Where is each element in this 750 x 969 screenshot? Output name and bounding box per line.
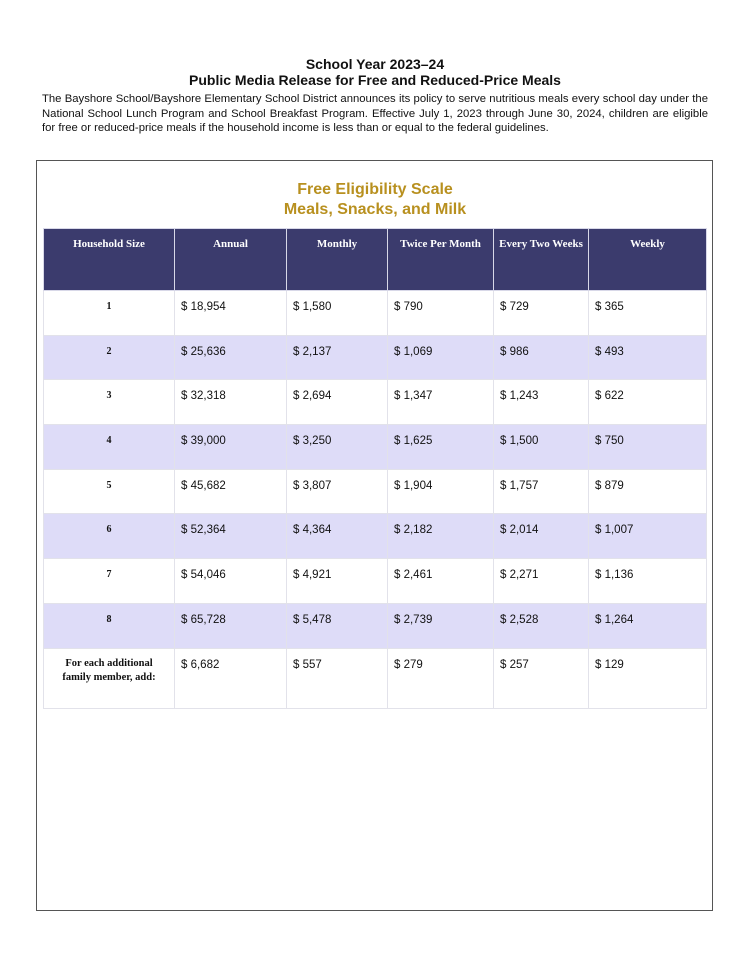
document-title: School Year 2023–24 [305, 56, 445, 72]
twice-per-month-cell: $ 1,347 [388, 380, 494, 425]
twice-per-month-cell: $ 1,904 [388, 469, 494, 514]
weekly-cell: $ 879 [589, 469, 707, 514]
column-header-every-two-weeks: Every Two Weeks [494, 229, 589, 291]
table-row [44, 335, 707, 380]
every-two-weeks-cell: $ 1,757 [494, 469, 589, 514]
table-row [44, 425, 707, 470]
table-row [44, 291, 707, 336]
twice-per-month-cell: $ 2,461 [388, 559, 494, 604]
twice-per-month-cell: $ 2,739 [388, 603, 494, 648]
annual-cell: $ 18,954 [175, 291, 287, 336]
table-row [44, 559, 707, 604]
monthly-cell: $ 2,694 [287, 380, 388, 425]
weekly-cell: $ 1,007 [589, 514, 707, 559]
monthly-cell: $ 4,921 [287, 559, 388, 604]
weekly-cell: $ 1,136 [589, 559, 707, 604]
column-header-household-size: Household Size [44, 229, 175, 291]
household-size-cell: 3 [44, 380, 175, 425]
household-size-cell: 7 [44, 559, 175, 604]
table-row [44, 380, 707, 425]
household-size-cell: 4 [44, 425, 175, 470]
every-two-weeks-cell: $ 2,271 [494, 559, 589, 604]
every-two-weeks-cell: $ 2,014 [494, 514, 589, 559]
annual-cell: $ 25,636 [175, 335, 287, 380]
monthly-cell: $ 557 [287, 648, 388, 708]
column-header-weekly: Weekly [589, 229, 707, 291]
every-two-weeks-cell: $ 1,500 [494, 425, 589, 470]
annual-cell: $ 54,046 [175, 559, 287, 604]
household-size-cell: 2 [44, 335, 175, 380]
additional-member-row [44, 648, 707, 708]
column-header-twice-per-month: Twice Per Month [388, 229, 494, 291]
table-row [44, 469, 707, 514]
household-size-cell: 8 [44, 603, 175, 648]
every-two-weeks-cell: $ 986 [494, 335, 589, 380]
monthly-cell: $ 5,478 [287, 603, 388, 648]
annual-cell: $ 45,682 [175, 469, 287, 514]
column-header-annual: Annual [175, 229, 287, 291]
household-size-cell: 5 [44, 469, 175, 514]
every-two-weeks-cell: $ 257 [494, 648, 589, 708]
household-size-cell: 1 [44, 291, 175, 336]
monthly-cell: $ 4,364 [287, 514, 388, 559]
document-header [0, 56, 750, 88]
annual-cell: $ 39,000 [175, 425, 287, 470]
weekly-cell: $ 622 [589, 380, 707, 425]
every-two-weeks-cell: $ 2,528 [494, 603, 589, 648]
weekly-cell: $ 1,264 [589, 603, 707, 648]
table-row [44, 603, 707, 648]
table-row [44, 514, 707, 559]
twice-per-month-cell: $ 2,182 [388, 514, 494, 559]
column-header-monthly: Monthly [287, 229, 388, 291]
twice-per-month-cell: $ 1,069 [388, 335, 494, 380]
annual-cell: $ 65,728 [175, 603, 287, 648]
weekly-cell: $ 493 [589, 335, 707, 380]
monthly-cell: $ 3,807 [287, 469, 388, 514]
annual-cell: $ 32,318 [175, 380, 287, 425]
monthly-cell: $ 2,137 [287, 335, 388, 380]
monthly-cell: $ 3,250 [287, 425, 388, 470]
weekly-cell: $ 129 [589, 648, 707, 708]
weekly-cell: $ 365 [589, 291, 707, 336]
twice-per-month-cell: $ 790 [388, 291, 494, 336]
additional-member-label: For each additional family member, add: [44, 648, 175, 708]
scale-title-line1: Free Eligibility Scale [297, 181, 453, 198]
every-two-weeks-cell: $ 1,243 [494, 380, 589, 425]
annual-cell: $ 6,682 [175, 648, 287, 708]
table-header-row [44, 229, 707, 291]
household-size-cell: 6 [44, 514, 175, 559]
monthly-cell: $ 1,580 [287, 291, 388, 336]
scale-title [0, 180, 750, 220]
scale-title-line2: Meals, Snacks, and Milk [283, 201, 467, 218]
every-two-weeks-cell: $ 729 [494, 291, 589, 336]
twice-per-month-cell: $ 279 [388, 648, 494, 708]
annual-cell: $ 52,364 [175, 514, 287, 559]
twice-per-month-cell: $ 1,625 [388, 425, 494, 470]
eligibility-table [43, 228, 707, 709]
document-subtitle: Public Media Release for Free and Reduced-Price Meals [189, 72, 561, 88]
intro-paragraph: The Bayshore School/Bayshore Elementary School District announces its policy to serve nutritious meals every school day under the National School Lunch Program and School Breakfast Program. Effective July 1, 2023 through June 30, 2024, children are eligible for free or reduced-price meals if the household income is less than or equal to the federal guidelines. [42, 93, 708, 134]
weekly-cell: $ 750 [589, 425, 707, 470]
